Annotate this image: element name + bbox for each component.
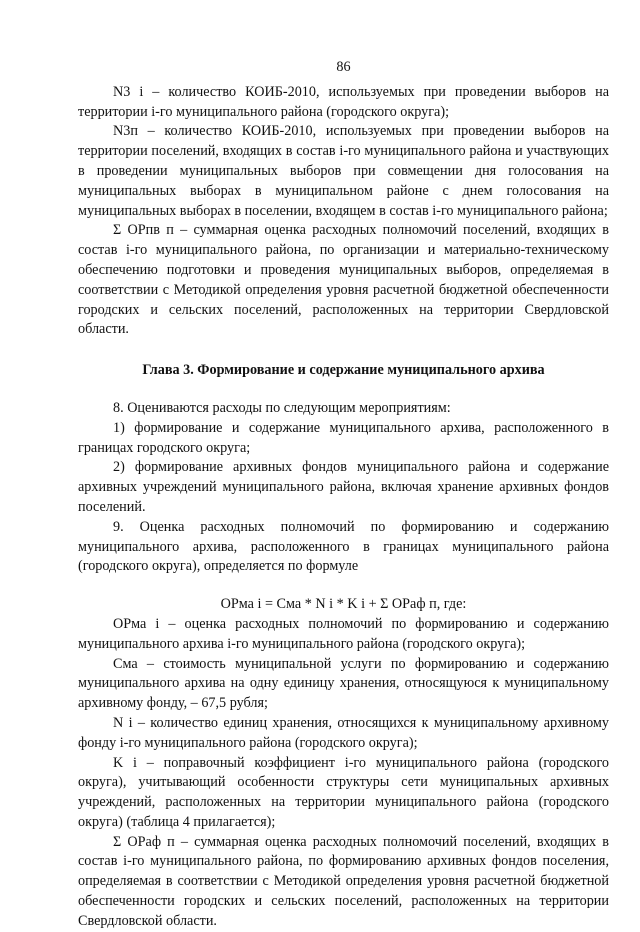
definition-sma: Сма – стоимость муниципальной услуги по формированию и содержанию муниципального архива на одну единицу хранения, относящуюся к муниципальному архивному фонду, – 67,5 рубля; (78, 655, 609, 712)
paragraph-item-8: 8. Оцениваются расходы по следующим мероприятиям: (113, 399, 451, 416)
formula: ОРма i = Сма * N i * K i + Σ ОРаф п, где: (220, 596, 467, 613)
paragraph-n3p-definition: N3п – количество КОИБ-2010, используемых при проведении выборов на территории поселений, входящих в состав i-го муниципального района и участвующих в проведении муниципальных выборов при совмещении дня голосования на муниципальных выборах в муниципальном районе с днем голосования на муниципальных выборах в поселении, входящем в состав i-го муниципального района; (78, 123, 609, 219)
page-number: 86 (336, 59, 351, 75)
paragraph-item-8-1: 1) формирование и содержание муниципального архива, расположенного в границах городского округа; (78, 419, 609, 456)
definition-orma: ОРма i – оценка расходных полномочий по формированию и содержанию муниципального архива i-го муниципального района (городского округа); (78, 615, 609, 652)
document-page (78, 58, 609, 932)
paragraph-item-8-2: 2) формирование архивных фондов муниципального района и содержание архивных учреждений муниципального района, включая хранение архивных фондов поселений. (78, 459, 609, 515)
chapter-heading: Глава 3. Формирование и содержание муниципального архива (142, 362, 545, 379)
definition-oraf: Σ ОРаф п – суммарная оценка расходных полномочий поселений, входящих в состав i-го муниципального района, по формированию архивных фондов поселения, определяемая в соответствии с Методикой определения уровня расчетной бюджетной обеспеченности городских и сельских поселений, расположенных на территории Свердловской области. (78, 833, 609, 929)
paragraph-n3i-definition: N3 i – количество КОИБ-2010, используемых при проведении выборов на территории i-го муниципального района (городского округа); (78, 83, 609, 120)
definition-ni: N i – количество единиц хранения, относящихся к муниципальному архивному фонду i-го муниципального района (городского округа); (78, 714, 609, 751)
paragraph-item-9: 9. Оценка расходных полномочий по формированию и содержанию муниципального архива, расположенного в границах муниципального района (городского округа), определяется по формуле (78, 518, 609, 575)
definition-ki: K i – поправочный коэффициент i-го муниципального района (городского округа), учитывающий особенности структуры сети муниципальных архивных учреждений, расположенных на территории муниципального района (городского округа) (таблица 4 прилагается); (78, 754, 609, 830)
paragraph-orpv-definition: Σ ОРпв п – суммарная оценка расходных полномочий поселений, входящих в состав i-го муниципального района, по организации и материально-техническому обеспечению подготовки и проведения муниципальных выборов, определяемая в соответствии с Методикой определения уровня расчетной бюджетной обеспеченности городских и сельских поселений, расположенных на территории Свердловской области. (78, 222, 609, 338)
